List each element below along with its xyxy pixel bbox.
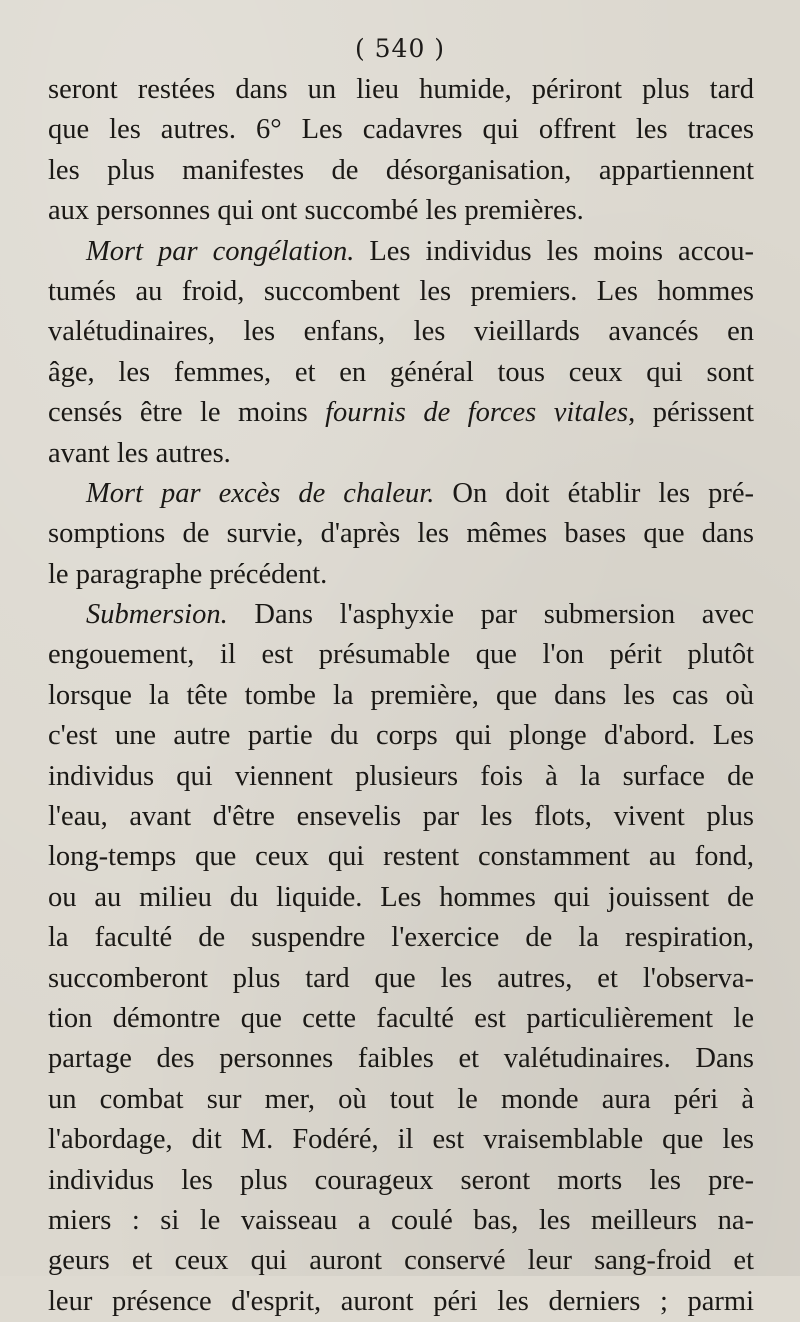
text-line: individus qui viennent plusieurs fois à la surface de bbox=[48, 760, 754, 792]
text-line: geurs et ceux qui auront conservé leur sang-froid et bbox=[48, 1245, 754, 1277]
paragraph-first-line bbox=[48, 474, 754, 514]
page-body bbox=[48, 70, 754, 1322]
text-line: que les autres. 6° Les cadavres qui offrent les traces bbox=[48, 114, 754, 146]
text-run: , périssent bbox=[628, 397, 755, 429]
text-run: Les individus les moins accou- bbox=[354, 235, 754, 267]
text-line: aux personnes qui ont succombé les premières. bbox=[48, 195, 584, 227]
text-line: un combat sur mer, où tout le monde aura péri à bbox=[48, 1083, 754, 1115]
text-line: les plus manifestes de désorganisation, appartiennent bbox=[48, 154, 754, 186]
text-line: individus les plus courageux seront morts les pre- bbox=[48, 1164, 754, 1196]
text-line: la faculté de suspendre l'exercice de la respiration, bbox=[48, 922, 754, 954]
text-line: seront restées dans un lieu humide, périront plus tard bbox=[48, 74, 754, 105]
section-heading: Mort par congélation. bbox=[86, 235, 355, 267]
text-line: tion démontre que cette faculté est particulièrement le bbox=[48, 1002, 754, 1034]
text-line: somptions de survie, d'après les mêmes bases que dans bbox=[48, 518, 754, 550]
text-line: leur présence d'esprit, auront péri les derniers ; parmi bbox=[48, 1285, 754, 1317]
emphasis-text: fournis de forces vitales bbox=[325, 397, 629, 429]
page-number: ( 540 ) bbox=[354, 34, 446, 63]
section-heading: Submersion. bbox=[86, 599, 228, 631]
paragraph-first-line bbox=[48, 232, 754, 272]
text-run: Dans l'asphyxie par submersion avec bbox=[227, 599, 754, 631]
text-line: ou au milieu du liquide. Les hommes qui jouissent de bbox=[48, 881, 754, 913]
text-line: l'abordage, dit M. Fodéré, il est vraisemblable que les bbox=[48, 1124, 754, 1156]
text-line: âge, les femmes, et en général tous ceux qui sont bbox=[48, 356, 754, 388]
text-line: le paragraphe précédent. bbox=[48, 558, 328, 590]
text-run: censés être le moins bbox=[48, 397, 326, 429]
text-line: tumés au froid, succombent les premiers. Les hommes bbox=[48, 275, 754, 307]
text-line: succomberont plus tard que les autres, et l'observa- bbox=[48, 962, 754, 994]
section-heading: Mort par excès de chaleur. bbox=[86, 477, 435, 509]
text-line: valétudinaires, les enfans, les vieillards avancés en bbox=[48, 316, 754, 348]
text-line: lorsque la tête tombe la première, que dans les cas où bbox=[48, 679, 754, 711]
text-line bbox=[48, 393, 754, 433]
paragraph-first-line bbox=[48, 595, 754, 635]
text-line: l'eau, avant d'être ensevelis par les flots, vivent plus bbox=[48, 801, 754, 833]
text-line: engouement, il est présumable que l'on périt plutôt bbox=[48, 639, 754, 671]
text-line: partage des personnes faibles et valétudinaires. Dans bbox=[48, 1043, 754, 1075]
text-line: long-temps que ceux qui restent constamment au fond, bbox=[48, 841, 754, 873]
text-line: miers : si le vaisseau a coulé bas, les meilleurs na- bbox=[48, 1204, 754, 1236]
text-line: avant les autres. bbox=[48, 437, 231, 469]
text-line: c'est une autre partie du corps qui plonge d'abord. Les bbox=[48, 720, 754, 752]
text-run: On doit établir les pré- bbox=[434, 477, 754, 509]
